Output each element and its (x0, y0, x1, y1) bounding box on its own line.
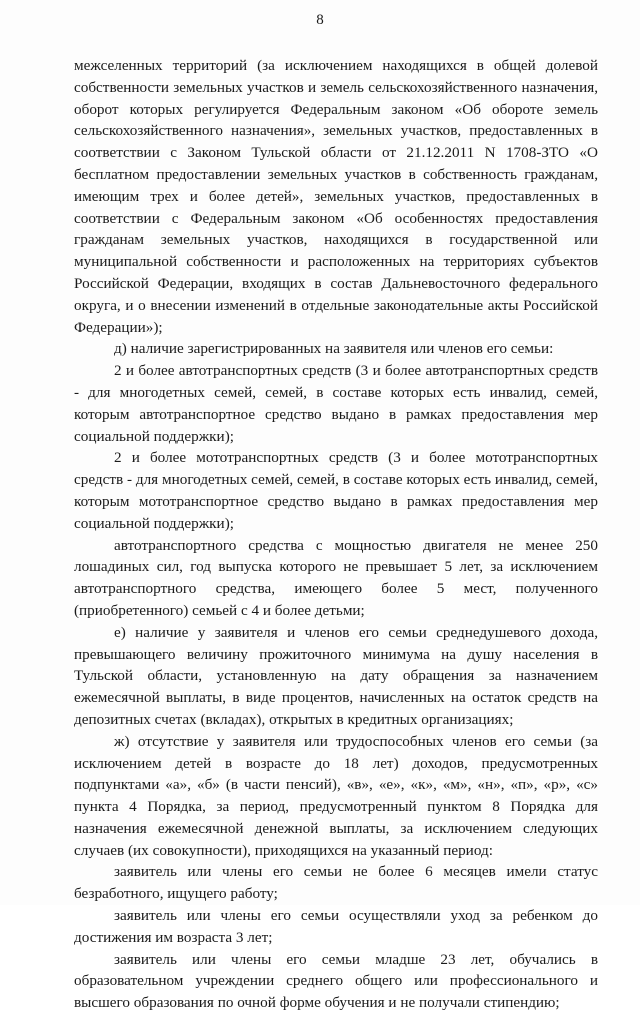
paragraph: автотранспортного средства с мощностью двигателя не менее 250 лошадиных сил, год выпуска которого не превышает 5 лет, за исключением автотранспортного средства, имеющего более 5 мест, полученного (приобретенного) семьей с 4 и более детьми; (74, 536, 598, 619)
paragraph: заявитель или члены его семьи осуществляли уход за ребенком до достижения им возраста 3 лет; (74, 907, 598, 946)
paragraph: заявитель или члены его семьи не более 6 месяцев имели статус безработного, ищущего работу; (74, 863, 598, 903)
paragraph: 2 и более мототранспортных средств (3 и более мототранспортных средств - для многодетных семей, семей, в составе которых есть инвалид, семей, которым мототранспортное средство выдано в рамках предоставления мер социальной поддержки); (74, 449, 598, 532)
paragraph: ж) отсутствие у заявителя или трудоспособных членов его семьи (за исключением детей в возрасте до 18 лет) доходов, предусмотренных подпунктами «а», «б» (в части пенсий), «в», «е», «к», «м», «н», «п», «р», «с» пункта 4 Порядка, за период, предусмотренный пунктом 8 Порядка для назначения ежемесячной денежной выплаты, за исключением следующих случаев (их совокупности), приходящихся на указанный период: (74, 732, 598, 859)
paragraph: 2 и более автотранспортных средств (3 и более автотранспортных средств - для многодетных семей, семей, в составе которых есть инвалид, семей, которым автотранспортное средство выдано в рамках предоставления мер социальной поддержки); (74, 362, 598, 445)
document-body (74, 55, 598, 1014)
paragraph: межселенных территорий (за исключением находящихся в общей долевой собственности земельных участков и земель сельскохозяйственного назначения, оборот которых регулируется Федеральным законом «Об обороте земель сельскохозяйственного назначения», земельных участков, предоставленных в соответствии с Законом Тульской области от 21.12.2011 N 1708-ЗТО «О бесплатном предоставлении земельных участков в собственность гражданам, имеющим трех и более детей», земельных участков, предоставленных в соответствии с Федеральным законом «Об особенностях предоставления гражданам земельных участков, находящихся в государственной или муниципальной собственности и расположенных на территориях субъектов Российской Федерации, входящих в состав Дальневосточного федерального округа, и о внесении изменений в отдельные законодательные акты Российской Федерации»); (74, 57, 598, 336)
paragraph: заявитель или члены его семьи младше 23 лет, обучались в образовательном учреждении среднего общего или профессионального и высшего образования по очной форме обучения и не получали стипендию; (74, 950, 598, 1012)
page-number: 8 (316, 12, 324, 28)
paragraph: е) наличие у заявителя и членов его семьи среднедушевого дохода, превышающего величину прожиточного минимума на душу населения в Тульской области, установленную на дату обращения за назначением ежемесячной выплаты, в виде процентов, начисленных на остаток средств на депозитных счетах (вкладах), открытых в кредитных организациях; (74, 623, 598, 728)
paragraph: д) наличие зарегистрированных на заявителя или членов его семьи: (114, 340, 554, 358)
